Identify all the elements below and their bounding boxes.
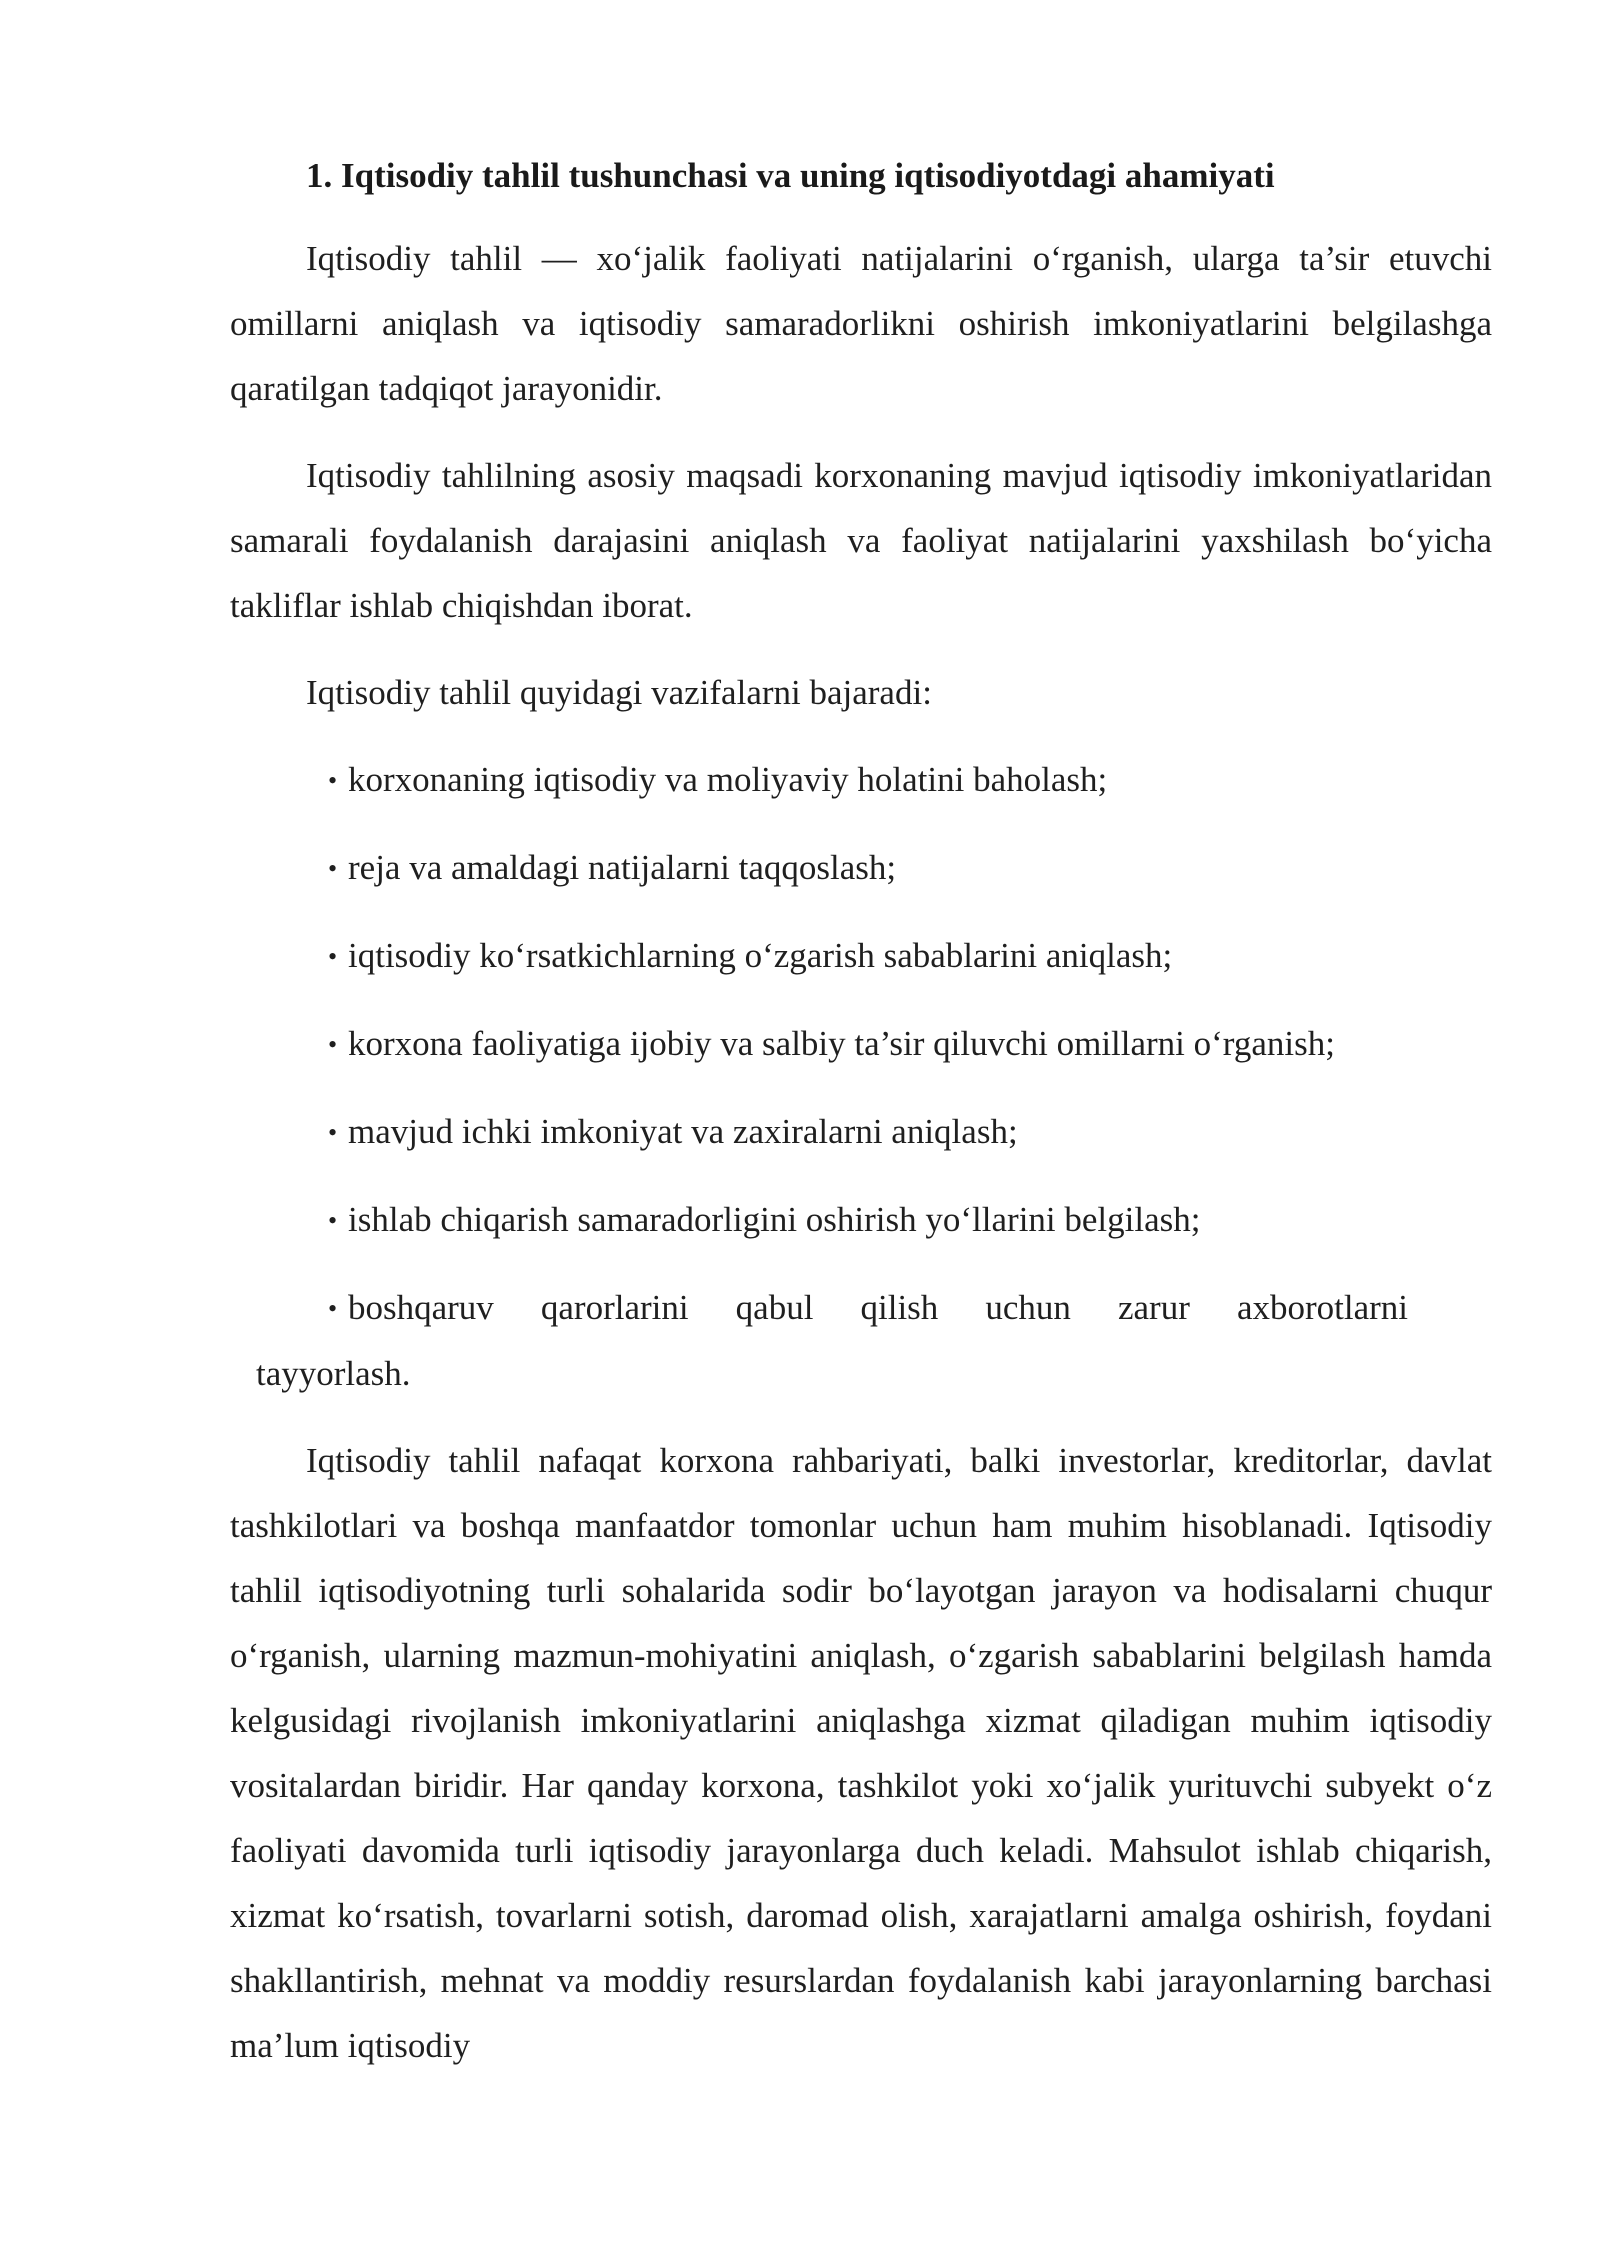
tasks-intro-paragraph: Iqtisodiy tahlil quyidagi vazifalarni bajaradi:	[306, 673, 932, 712]
bullet-icon: •	[328, 1206, 338, 1235]
list-item	[328, 747, 1492, 813]
bullet-icon: •	[328, 1294, 338, 1323]
list-item	[328, 1011, 1492, 1077]
list-item-text: mavjud ichki imkoniyat va zaxiralarni aniqlash;	[348, 1112, 1018, 1151]
section-heading: 1. Iqtisodiy tahlil tushunchasi va uning iqtisodiyotdagi ahamiyati	[306, 156, 1275, 195]
document-body	[230, 148, 1492, 2100]
list-item	[256, 1275, 1492, 1406]
bullet-icon: •	[328, 1118, 338, 1147]
list-item	[328, 1099, 1492, 1165]
list-item-text: reja va amaldagi natijalarni taqqoslash;	[348, 848, 897, 887]
list-item-text: korxona faoliyatiga ijobiy va salbiy ta’sir qiluvchi omillarni o‘rganish;	[348, 1024, 1335, 1063]
list-item-text: iqtisodiy ko‘rsatkichlarning o‘zgarish sabablarini aniqlash;	[348, 936, 1173, 975]
list-item	[328, 835, 1492, 901]
list-item	[328, 1187, 1492, 1253]
bullet-icon: •	[328, 854, 338, 883]
importance-paragraph: Iqtisodiy tahlil nafaqat korxona rahbariyati, balki investorlar, kreditorlar, davlat tashkilotlari va boshqa manfaatdor tomonlar uchun ham muhim hisoblanadi. Iqtisodiy tahlil iqtisodiyotning turli sohalarida sodir bo‘layotgan jarayon va hodisalarni chuqur o‘rganish, ularning mazmun-mohiyatini aniqlash, o‘zgarish sabablarini belgilash hamda kelgusidagi rivojlanish imkoniyatlarini aniqlashga xizmat qiladigan muhim iqtisodiy vositalardan biridir. Har qanday korxona, tashkilot yoki xo‘jalik yurituvchi subyekt o‘z faoliyati davomida turli iqtisodiy jarayonlarga duch keladi. Mahsulot ishlab chiqarish, xizmat ko‘rsatish, tovarlarni sotish, daromad olish, xarajatlarni amalga oshirish, foydani shakllantirish, mehnat va moddiy resurslardan foydalanish kabi jarayonlarning barchasi ma’lum iqtisodiy	[230, 1441, 1492, 2065]
bullet-icon: •	[328, 766, 338, 795]
list-item-text: boshqaruv qarorlarini qabul qilish uchun zarur axborotlarni	[348, 1288, 1408, 1327]
bullet-icon: •	[328, 1030, 338, 1059]
list-item-text: ishlab chiqarish samaradorligini oshirish yo‘llarini belgilash;	[348, 1200, 1201, 1239]
purpose-paragraph: Iqtisodiy tahlilning asosiy maqsadi korxonaning mavjud iqtisodiy imkoniyatlaridan samarali foydalanish darajasini aniqlash va faoliyat natijalarini yaxshilash bo‘yicha takliflar ishlab chiqishdan iborat.	[230, 456, 1492, 625]
list-item	[328, 923, 1492, 989]
list-item-text: korxonaning iqtisodiy va moliyaviy holatini baholash;	[348, 760, 1108, 799]
tasks-list	[230, 747, 1492, 1406]
definition-paragraph: Iqtisodiy tahlil — xo‘jalik faoliyati natijalarini o‘rganish, ularga ta’sir etuvchi omillarni aniqlash va iqtisodiy samaradorlikni oshirish imkoniyatlarini belgilashga qaratilgan tadqiqot jarayonidir.	[230, 239, 1492, 408]
list-item-continuation: tayyorlash.	[256, 1354, 411, 1393]
bullet-icon: •	[328, 942, 338, 971]
